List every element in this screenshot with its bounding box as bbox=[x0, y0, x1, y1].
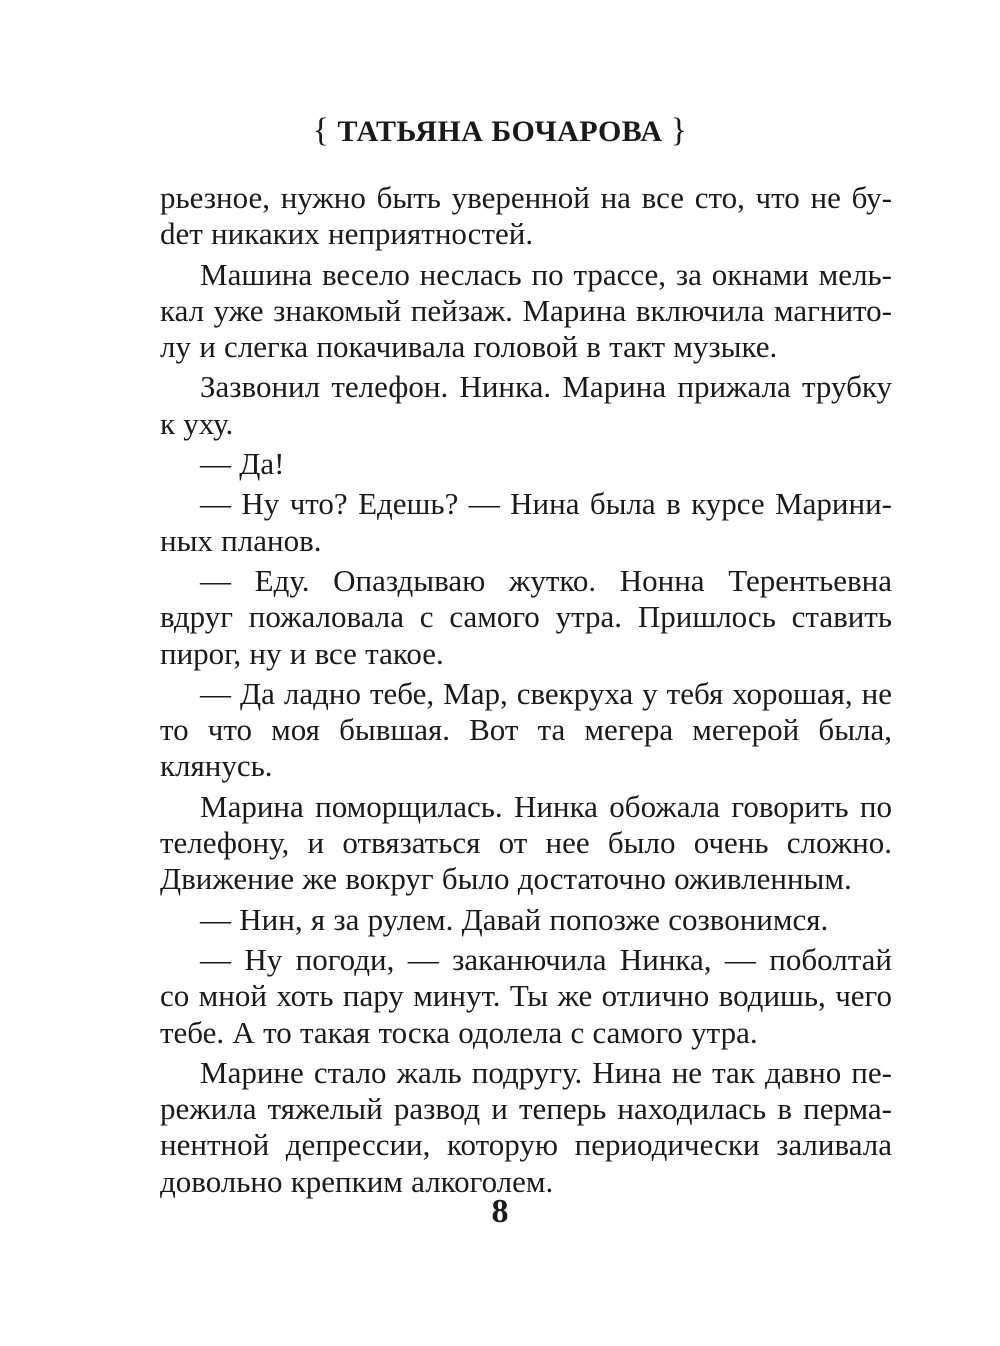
paragraph: рьезное, нужно быть уверенной на все сто, что не буdет никаких неприятностей. bbox=[160, 180, 892, 252]
paragraph: — Да! bbox=[200, 446, 285, 482]
paragraph: Марина поморщилась. Нинка обожала говорить по телефону, и отвязаться от нее было очень сложно. Движение же вокруг было достаточно оживленным. bbox=[160, 788, 892, 897]
paragraph: — Да ладно тебе, Мар, свекруха у тебя хорошая, не то что моя бывшая. Вот та мегера мегерой была, клянусь. bbox=[160, 675, 892, 784]
paragraph: — Еду. Опаздываю жутко. Нонна Терентьевна вдруг пожаловала с самого утра. Пришлось ставить пирог, ну и все такое. bbox=[160, 562, 892, 671]
close-brace: } bbox=[670, 112, 688, 149]
open-brace: { bbox=[312, 112, 330, 149]
paragraph: — Ну что? Едешь? — Нина была в курсе Марининых планов. bbox=[160, 486, 892, 558]
author-name: ТАТЬЯНА БОЧАРОВА bbox=[337, 115, 663, 148]
paragraph: — Ну погоди, — заканючила Нинка, — поболтай со мной хоть пару минут. Ты же отлично водишь, чего тебе. А то такая тоска одолела с самого утра. bbox=[160, 941, 892, 1050]
paragraph: Марине стало жаль подругу. Нина не так давно пережила тяжелый развод и теперь находилась в перманентной депрессии, которую периодически заливала довольно крепким алкоголем. bbox=[160, 1054, 892, 1199]
running-head bbox=[0, 112, 1000, 150]
page-number: 8 bbox=[491, 1193, 509, 1230]
paragraph: Машина весело неслась по трассе, за окнами мелькал уже знакомый пейзаж. Марина включила магнитолу и слегка покачивала головой в такт музыке. bbox=[160, 256, 892, 365]
paragraph: — Нин, я за рулем. Давай попозже созвонимся. bbox=[200, 901, 829, 937]
body-text bbox=[160, 180, 892, 1200]
paragraph: Зазвонил телефон. Нинка. Марина прижала трубку к уху. bbox=[160, 369, 892, 441]
